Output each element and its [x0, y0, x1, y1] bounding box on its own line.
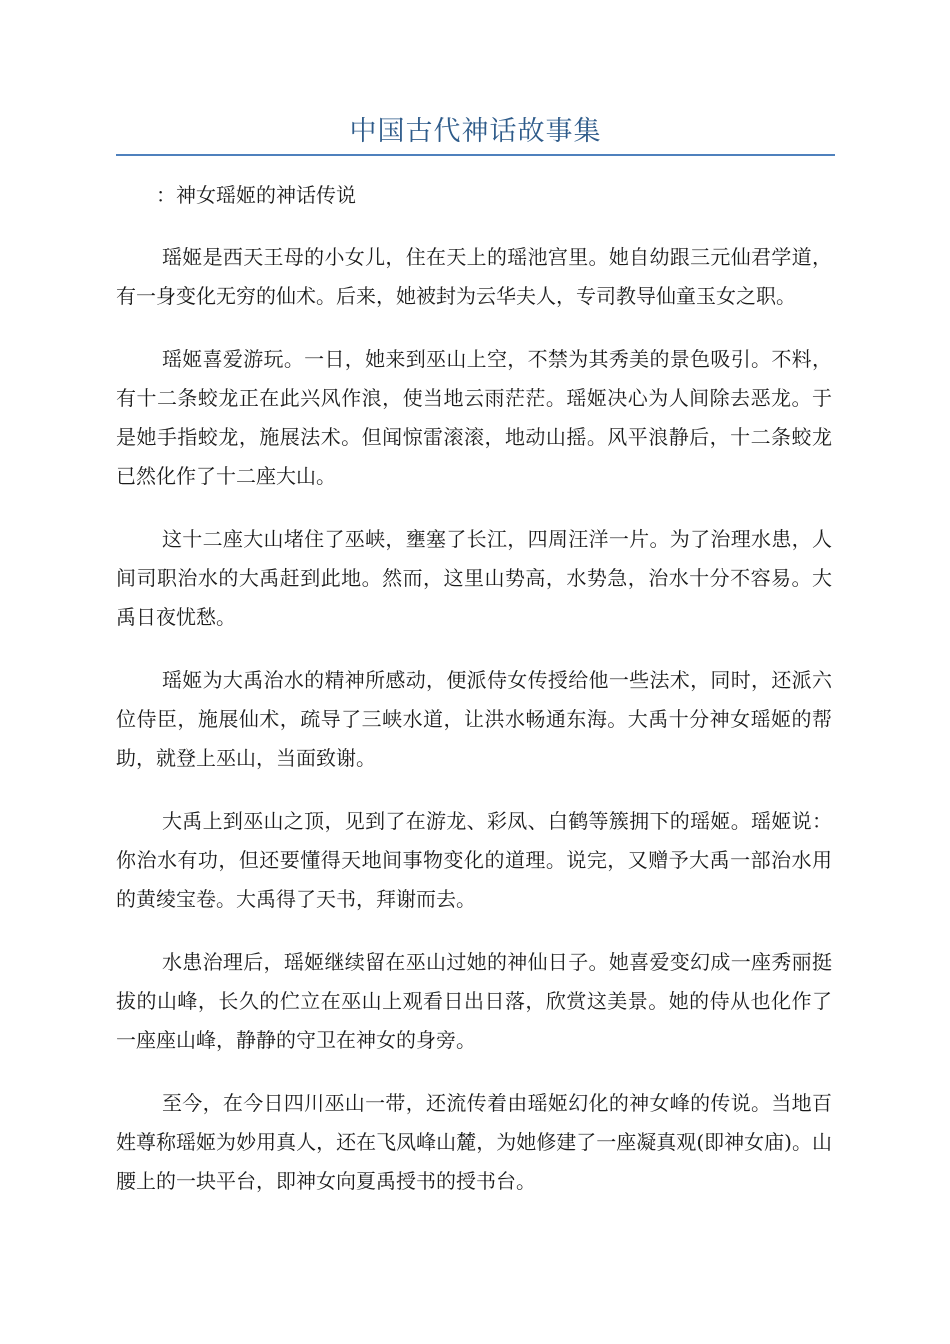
title-underline: [116, 154, 835, 156]
paragraph: 这十二座大山堵住了巫峡，壅塞了长江，四周汪洋一片。为了治理水患，人间司职治水的大禹赶到此地。然而，这里山势高，水势急，治水十分不容易。大禹日夜忧愁。: [116, 527, 832, 629]
paragraph: 至今，在今日四川巫山一带，还流传着由瑶姬幻化的神女峰的传说。当地百姓尊称瑶姬为妙用真人，还在飞凤峰山麓，为她修建了一座凝真观(即神女庙)。山腰上的一块平台，即神女向夏禹授书的授书台。: [116, 1091, 832, 1193]
paragraph: 大禹上到巫山之顶，见到了在游龙、彩凤、白鹤等簇拥下的瑶姬。瑶姬说：你治水有功，但还要懂得天地间事物变化的道理。说完，又赠予大禹一部治水用的黄绫宝卷。大禹得了天书，拜谢而去。: [116, 809, 832, 911]
paragraph: 瑶姬是西天王母的小女儿，住在天上的瑶池宫里。她自幼跟三元仙君学道，有一身变化无穷的仙术。后来，她被封为云华夫人，专司教导仙童玉女之职。: [116, 245, 832, 308]
paragraph: 瑶姬为大禹治水的精神所感动，便派侍女传授给他一些法术，同时，还派六位侍臣，施展仙术，疏导了三峡水道，让洪水畅通东海。大禹十分神女瑶姬的帮助，就登上巫山，当面致谢。: [116, 668, 832, 770]
document-body: [116, 176, 832, 1225]
paragraph: 水患治理后，瑶姬继续留在巫山过她的神仙日子。她喜爱变幻成一座秀丽挺拔的山峰，长久的伫立在巫山上观看日出日落，欣赏这美景。她的侍从也化作了一座座山峰，静静的守卫在神女的身旁。: [116, 950, 832, 1052]
paragraph: 瑶姬喜爱游玩。一日，她来到巫山上空，不禁为其秀美的景色吸引。不料，有十二条蛟龙正在此兴风作浪，使当地云雨茫茫。瑶姬决心为人间除去恶龙。于是她手指蛟龙，施展法术。但闻惊雷滚滚，地动山摇。风平浪静后，十二条蛟龙已然化作了十二座大山。: [116, 347, 832, 488]
document-title: 中国古代神话故事集: [349, 116, 602, 147]
section-subtitle: ：神女瑶姬的神话传说: [156, 183, 356, 207]
